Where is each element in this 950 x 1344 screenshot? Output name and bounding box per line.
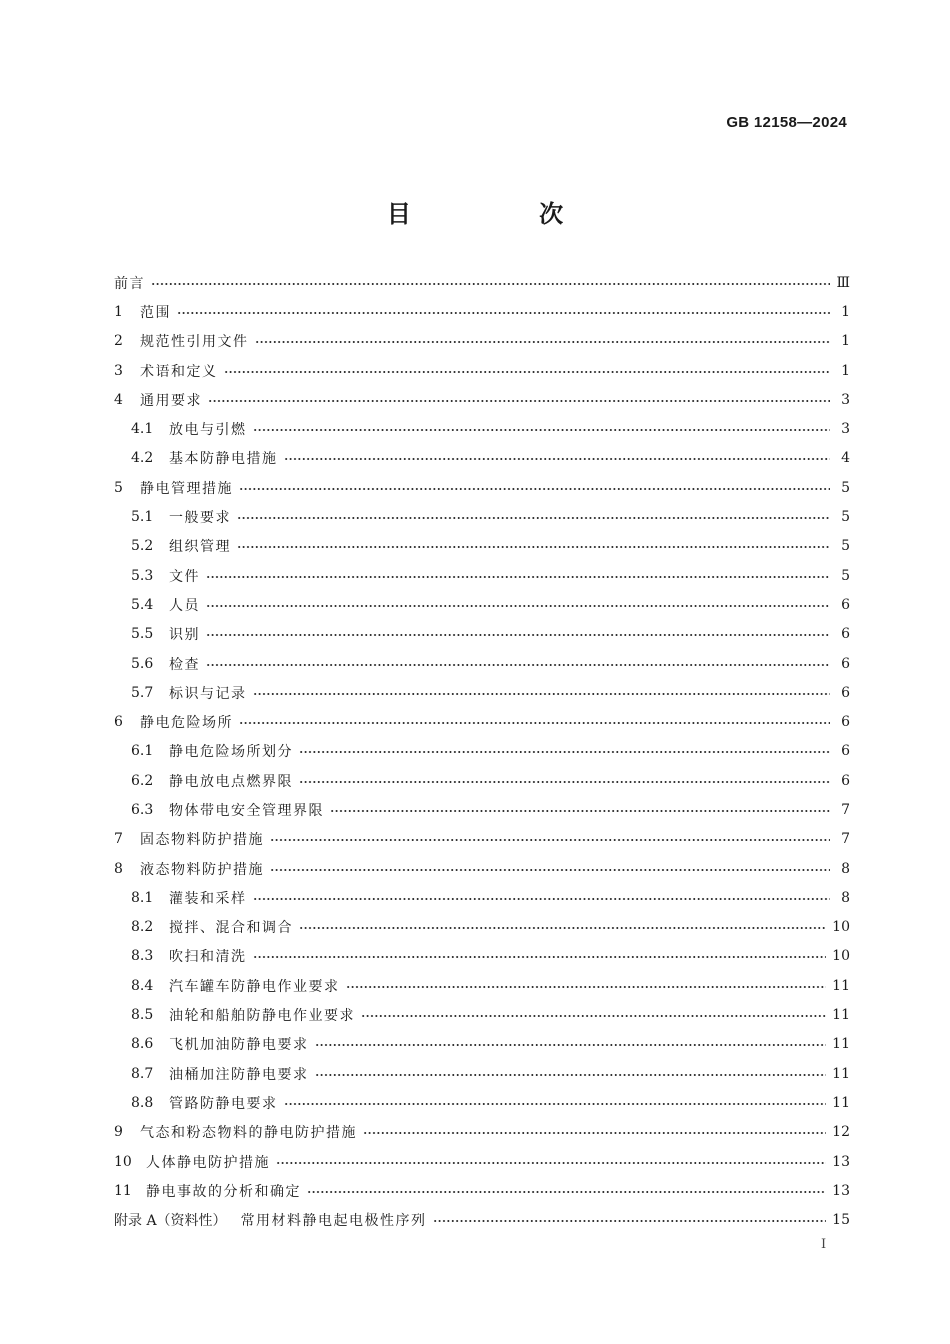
toc-entry[interactable] [114, 1088, 850, 1117]
toc-entry-number: 4.1 [131, 421, 154, 438]
toc-entry[interactable] [114, 1059, 850, 1088]
toc-entry[interactable] [114, 297, 850, 326]
toc-entry-label: 静电管理措施 [140, 480, 233, 497]
toc-entry-page: 6 [841, 655, 850, 672]
toc-entry-number: 1 [114, 303, 123, 320]
toc-entry[interactable] [114, 913, 850, 942]
toc-leader-dots [299, 745, 830, 759]
toc-leader-dots [237, 511, 830, 525]
toc-entry-page: 6 [841, 772, 850, 789]
toc-entry-number: 10 [114, 1153, 132, 1170]
toc-entry[interactable] [114, 1147, 850, 1176]
toc-leader-dots [363, 1126, 826, 1140]
toc-leader-dots [299, 775, 830, 789]
toc-entry-page: 5 [841, 509, 850, 526]
toc-leader-dots [255, 335, 831, 349]
toc-entry-number: 6.1 [131, 743, 154, 760]
toc-entry-label: 术语和定义 [140, 363, 218, 380]
toc-entry-page: 3 [841, 421, 850, 438]
toc-entry-label: 静电危险场所划分 [169, 744, 293, 761]
toc-entry-label: 人体静电防护措施 [146, 1154, 270, 1171]
toc-leader-dots [224, 365, 831, 379]
toc-entry[interactable] [114, 444, 850, 473]
toc-entry-label: 放电与引燃 [169, 422, 247, 439]
toc-entry-number: 4 [114, 391, 123, 408]
toc-entry-number: 8.1 [131, 889, 154, 906]
toc-entry-label: 组织管理 [169, 539, 231, 556]
toc-entry-label: 规范性引用文件 [140, 334, 249, 351]
toc-leader-dots [206, 570, 830, 584]
toc-entry-number: 5.2 [131, 538, 154, 555]
toc-entry-page: 6 [841, 714, 850, 731]
toc-entry-page: 13 [832, 1153, 850, 1170]
toc-entry-label: 灌装和采样 [169, 890, 247, 907]
toc-entry[interactable] [114, 737, 850, 766]
toc-entry[interactable] [114, 766, 850, 795]
toc-entry-page: 1 [841, 362, 850, 379]
toc-entry-page: 1 [841, 303, 850, 320]
toc-leader-dots [433, 1214, 827, 1228]
toc-entry-label: 吹扫和清洗 [169, 949, 247, 966]
toc-entry-number: 5.3 [131, 567, 154, 584]
standard-code: GB 12158—2024 [726, 114, 847, 131]
toc-entry[interactable] [114, 1030, 850, 1059]
toc-entry-number: 8.7 [131, 1065, 154, 1082]
toc-entry-label: 汽车罐车防静电作业要求 [169, 978, 340, 995]
toc-leader-dots [206, 628, 830, 642]
toc-entry[interactable] [114, 795, 850, 824]
toc-leader-dots [276, 1156, 826, 1170]
toc-entry-number: 9 [114, 1124, 123, 1141]
toc-leader-dots [284, 452, 831, 466]
toc-leader-dots [270, 833, 830, 847]
toc-entry[interactable] [114, 385, 850, 414]
page-number: Ⅰ [821, 1237, 827, 1252]
toc-entry-label: 静电事故的分析和确定 [146, 1183, 301, 1200]
toc-leader-dots [206, 599, 830, 613]
toc-entry-label: 前言 [114, 275, 145, 292]
toc-entry-number: 6.2 [131, 772, 154, 789]
toc-entry-page: 6 [841, 684, 850, 701]
toc-entry-page: 7 [841, 831, 850, 848]
toc-entry-page: 6 [841, 626, 850, 643]
toc-entry-number: 4.2 [131, 450, 154, 467]
toc-entry-label: 物体带电安全管理界限 [169, 802, 324, 819]
toc-leader-dots [253, 423, 831, 437]
toc-entry-label: 标识与记录 [169, 685, 247, 702]
toc-entry-number: 附录 A（资料性） [114, 1213, 227, 1230]
toc-leader-dots [253, 687, 831, 701]
toc-entry[interactable] [114, 1000, 850, 1029]
toc-entry-page: 4 [841, 450, 850, 467]
toc-entry-page: 3 [841, 391, 850, 408]
toc-entry-page: 15 [832, 1212, 850, 1229]
toc-entry-page: 7 [841, 801, 850, 818]
toc-entry-number: 3 [114, 362, 123, 379]
toc-entry-page: 11 [832, 1007, 850, 1024]
toc-entry-number: 6 [114, 714, 123, 731]
toc-entry-number: 8.4 [131, 977, 154, 994]
toc-entry-label: 一般要求 [169, 510, 231, 527]
toc-entry-label: 气态和粉态物料的静电防护措施 [140, 1125, 357, 1142]
toc-entry-label: 油轮和船舶防静电作业要求 [169, 1008, 355, 1025]
toc-entry[interactable] [114, 502, 850, 531]
toc-entry-page: 5 [841, 479, 850, 496]
toc-entry[interactable] [114, 707, 850, 736]
toc-entry[interactable] [114, 327, 850, 356]
toc-entry-number: 6.3 [131, 801, 154, 818]
toc-leader-dots [239, 482, 830, 496]
toc-entry-page: 11 [832, 1065, 850, 1082]
toc-leader-dots [330, 804, 830, 818]
toc-entry[interactable] [114, 620, 850, 649]
toc-entry[interactable] [114, 268, 850, 297]
toc-entry-page: 11 [832, 977, 850, 994]
table-of-contents [114, 268, 850, 1235]
toc-entry-number: 11 [114, 1182, 132, 1199]
toc-entry-page: 5 [841, 567, 850, 584]
toc-leader-dots [253, 950, 827, 964]
toc-leader-dots [315, 1038, 827, 1052]
toc-entry[interactable] [114, 883, 850, 912]
toc-entry-number: 8.3 [131, 948, 154, 965]
toc-entry-number: 5.7 [131, 684, 154, 701]
toc-entry-label: 管路防静电要求 [169, 1095, 278, 1112]
toc-leader-dots [206, 658, 830, 672]
toc-entry[interactable] [114, 825, 850, 854]
toc-entry-page: 6 [841, 743, 850, 760]
toc-entry[interactable] [114, 649, 850, 678]
toc-entry-number: 5 [114, 479, 123, 496]
toc-entry-label: 检查 [169, 656, 200, 673]
toc-entry[interactable] [114, 1206, 850, 1235]
toc-entry-page: 12 [832, 1124, 850, 1141]
toc-entry[interactable] [114, 561, 850, 590]
toc-entry-page: 11 [832, 1036, 850, 1053]
toc-leader-dots [299, 921, 826, 935]
toc-entry[interactable] [114, 678, 850, 707]
toc-entry[interactable] [114, 1176, 850, 1205]
toc-leader-dots [239, 716, 830, 730]
page-title: 目 次 [386, 200, 624, 228]
toc-entry-number: 8 [114, 860, 123, 877]
toc-entry-number: 8.5 [131, 1007, 154, 1024]
toc-entry[interactable] [114, 854, 850, 883]
toc-entry-label: 静电放电点燃界限 [169, 773, 293, 790]
toc-leader-dots [177, 306, 830, 320]
toc-entry-page: 6 [841, 596, 850, 613]
toc-entry-page: 10 [832, 919, 850, 936]
toc-entry-number: 5.6 [131, 655, 154, 672]
toc-entry-label: 范围 [140, 304, 171, 321]
toc-entry[interactable] [114, 414, 850, 443]
toc-entry[interactable] [114, 942, 850, 971]
toc-entry-number: 5.4 [131, 596, 154, 613]
toc-entry-number: 5.5 [131, 626, 154, 643]
toc-entry-number: 8.8 [131, 1094, 154, 1111]
toc-entry-label: 搅拌、混合和调合 [169, 920, 293, 937]
toc-entry-page: 1 [841, 333, 850, 350]
toc-entry-page: 10 [832, 948, 850, 965]
toc-leader-dots [270, 863, 830, 877]
toc-leader-dots [253, 892, 831, 906]
toc-leader-dots [237, 540, 830, 554]
toc-leader-dots [208, 394, 830, 408]
toc-entry[interactable] [114, 473, 850, 502]
toc-leader-dots [315, 1068, 827, 1082]
toc-entry-label: 油桶加注防静电要求 [169, 1066, 309, 1083]
toc-entry-label: 液态物料防护措施 [140, 861, 264, 878]
toc-entry-label: 通用要求 [140, 392, 202, 409]
toc-entry-label: 飞机加油防静电要求 [169, 1037, 309, 1054]
toc-entry-label: 常用材料静电起电极性序列 [240, 1213, 427, 1230]
toc-entry[interactable] [114, 590, 850, 619]
toc-entry[interactable] [114, 532, 850, 561]
toc-entry-page: 13 [832, 1182, 850, 1199]
toc-entry-label: 静电危险场所 [140, 715, 233, 732]
toc-entry-label: 识别 [169, 627, 200, 644]
toc-leader-dots [346, 980, 827, 994]
toc-entry-number: 7 [114, 831, 123, 848]
toc-entry-page: 8 [841, 860, 850, 877]
toc-entry-number: 8.6 [131, 1036, 154, 1053]
toc-entry-page: 11 [832, 1094, 850, 1111]
toc-entry-page: 5 [841, 538, 850, 555]
toc-entry-page: 8 [841, 889, 850, 906]
toc-entry-number: 2 [114, 333, 123, 350]
toc-entry[interactable] [114, 1118, 850, 1147]
toc-entry[interactable] [114, 971, 850, 1000]
toc-leader-dots [151, 277, 830, 291]
toc-entry-label: 基本防静电措施 [169, 451, 278, 468]
toc-leader-dots [284, 1097, 827, 1111]
toc-entry-label: 固态物料防护措施 [140, 832, 264, 849]
toc-entry-label: 人员 [169, 597, 200, 614]
toc-entry-number: 5.1 [131, 509, 154, 526]
toc-leader-dots [361, 1009, 826, 1023]
toc-entry[interactable] [114, 356, 850, 385]
toc-entry-page: Ⅲ [836, 274, 850, 291]
toc-entry-number: 8.2 [131, 919, 154, 936]
toc-leader-dots [307, 1185, 826, 1199]
toc-entry-label: 文件 [169, 568, 200, 585]
